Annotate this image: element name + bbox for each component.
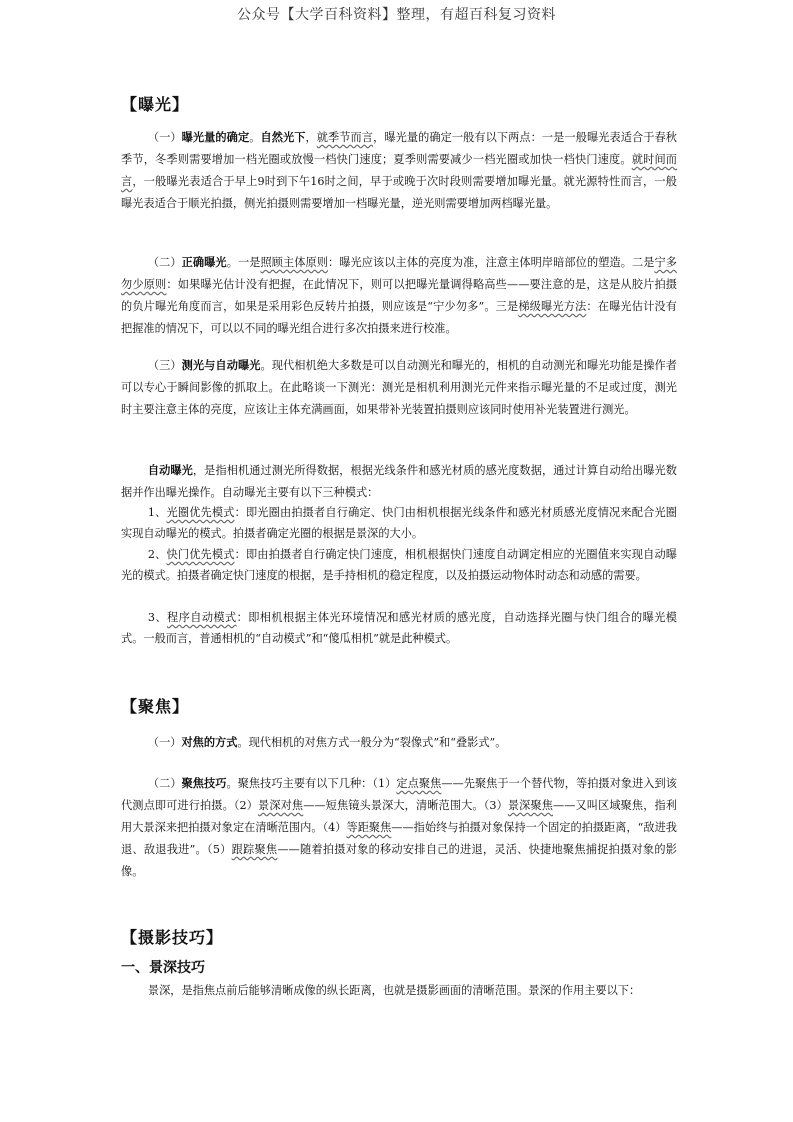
underlined-term: 光圈优先模式 [166,506,235,519]
underlined-term: 宁多勿少原则 [121,256,677,291]
underlined-term: 景深对焦 [258,799,304,812]
subsection-heading-depth-of-field: 一、景深技巧 [121,960,205,976]
underlined-term: 定点聚焦 [396,777,442,790]
exposure-paragraph-1: （一）曝光量的确定。自然光下，就季节而言，曝光量的确定一般有以下两点：一是一般曝光表适合于春秋季节，冬季则需要增加一档光圈或放慢一档快门速度；夏季则需要减少一档光圈或加快一档快门速度。就时间而言，一般曝光表适合于早上9时到下午16时之间，早于或晚于次时段则需要增加曝光量。就光源特性而言，一般曝光表适合于顺光拍摄，侧光拍摄则需要增加一档曝光量，逆光则需要增加两档曝光量。 [121,130,677,210]
focus-paragraph-2: （二）聚焦技巧。聚焦技巧主要有以下几种：（1）定点聚焦——先聚焦于一个替代物，等拍摄对象进入到该代测点即可进行拍摄。（2）景深对焦——短焦镜头景深大，清晰范围大。（3）景深聚焦——又叫区域聚焦，指利用大景深来把拍摄对象定在清晰范围内。（4）等距聚焦——指始终与拍摄对象保持一个固定的拍摄距离，“敌进我退、敌退我进”。（5）跟踪聚焦——随着拍摄对象的移动安排自己的进退，灵活、快捷地聚焦捕捉拍摄对象的影像。 [121,776,677,878]
underlined-term: 照顾主体原则 [260,256,329,269]
section-heading-focus: 【聚焦】 [121,697,190,716]
underlined-term: 等距聚焦 [346,821,392,834]
exposure-paragraph-4: 自动曝光，是指相机通过测光所得数据，根据光线条件和感光材质的感光度数据，通过计算自动给出曝光数据并作出曝光操作。自动曝光主要有以下三种模式： [121,463,677,499]
exposure-mode-item: 3、程序自动模式：即相机根据主体光环境情况和感光材质的感光度，自动选择光圈与快门组合的曝光模式。一般而言，普通相机的“自动模式”和“傻瓜相机”就是此种模式。 [121,611,677,645]
section-heading-exposure: 【曝光】 [121,95,190,114]
underlined-term: 就时间而言 [121,153,677,188]
page-header: 公众号【大学百科资料】整理，有超百科复习资料 [237,7,556,23]
exposure-mode-item: 2、快门优先模式：即由拍摄者自行确定快门速度，相机根据快门速度自动调定相应的光圈值来实现自动曝光的模式。拍摄者确定快门速度的根据，是手持相机的稳定程度，以及拍摄运动物体时动态和动感的需要。 [121,548,677,582]
underlined-term: 梯级曝光方法 [518,300,587,313]
underlined-term: 跟踪聚焦 [231,843,278,856]
section-heading-technique: 【摄影技巧】 [121,928,224,947]
underlined-term: 就季节而言 [316,131,374,144]
exposure-paragraph-2: （二）正确曝光。一是照顾主体原则：曝光应该以主体的亮度为准，注意主体明岸暗部位的塑造。二是宁多勿少原则：如果曝光估计没有把握，在此情况下，则可以把曝光量调得略高些——要注意的是，这是从胶片拍摄的负片曝光角度而言，如果是采用彩色反转片拍摄，则应该是“宁少勿多”。三是梯级曝光方法：在曝光估计没有把握准的情况下，可以以不同的曝光组合进行多次拍摄来进行校准。 [121,255,677,335]
technique-paragraph-1: 景深，是指焦点前后能够清晰成像的纵长距离，也就是摄影画面的清晰范围。景深的作用主要以下： [147,984,641,997]
exposure-mode-item: 1、光圈优先模式：即光圈由拍摄者自行确定、快门由相机根据光线条件和感光材质感光度情况来配合光圈实现自动曝光的模式。拍摄者确定光圈的根据是景深的大小。 [121,506,677,540]
underlined-term: 景深聚焦 [507,799,554,812]
underlined-term: 快门优先模式 [166,548,235,561]
exposure-paragraph-3: （三）测光与自动曝光。现代相机绝大多数是可以自动测光和曝光的，相机的自动测光和曝光功能是操作者可以专心于瞬间影像的抓取上。在此略谈一下测光：测光是相机利用测光元件来指示曝光量的不足或过度，测光时主要注意主体的亮度，应该让主体充满画面，如果带补光装置拍摄则应该同时使用补光装置进行测光。 [121,358,677,416]
underlined-term: 程序自动模式 [167,611,237,624]
focus-paragraph-1: （一）对焦的方式。现代相机的对焦方式一般分为“裂像式”和“叠影式”。 [147,735,507,749]
